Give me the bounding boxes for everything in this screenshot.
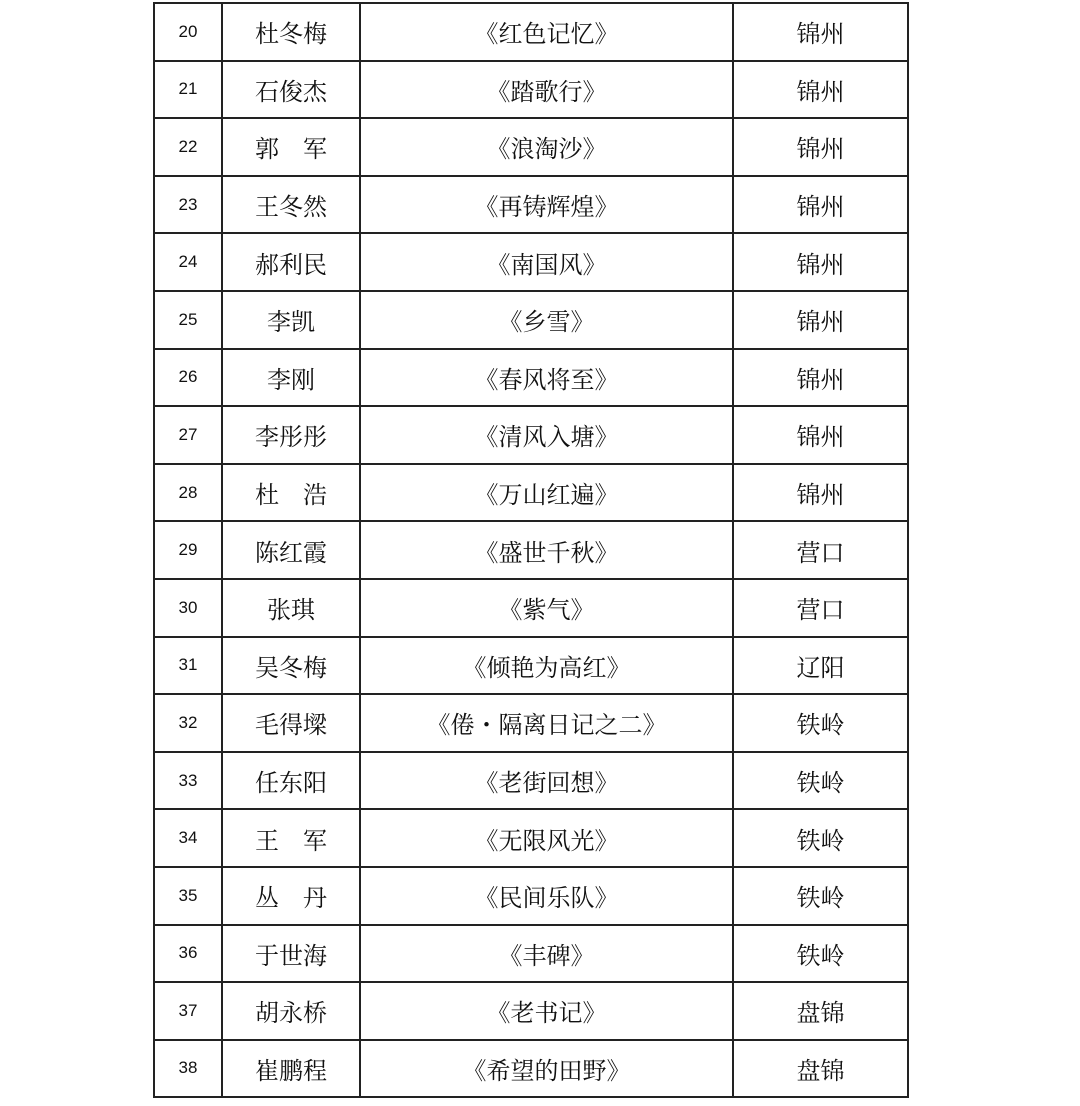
row-number: 31 [154, 637, 222, 695]
entries-table [153, 2, 909, 1098]
city: 铁岭 [733, 809, 908, 867]
table-row [154, 752, 908, 810]
author-name: 石俊杰 [222, 61, 360, 119]
table-row [154, 291, 908, 349]
row-number: 38 [154, 1040, 222, 1098]
author-name: 吴冬梅 [222, 637, 360, 695]
work-title: 《老书记》 [360, 982, 733, 1040]
city: 铁岭 [733, 694, 908, 752]
table-row [154, 176, 908, 234]
work-title: 《春风将至》 [360, 349, 733, 407]
table-row [154, 809, 908, 867]
city: 锦州 [733, 118, 908, 176]
author-name: 毛得墚 [222, 694, 360, 752]
row-number: 28 [154, 464, 222, 522]
table-row [154, 118, 908, 176]
city: 锦州 [733, 349, 908, 407]
work-title: 《清风入塘》 [360, 406, 733, 464]
work-title: 《浪淘沙》 [360, 118, 733, 176]
author-name: 张琪 [222, 579, 360, 637]
work-title: 《民间乐队》 [360, 867, 733, 925]
table-row [154, 637, 908, 695]
city: 盘锦 [733, 982, 908, 1040]
city: 营口 [733, 579, 908, 637]
table-row [154, 464, 908, 522]
work-title: 《倦・隔离日记之二》 [360, 694, 733, 752]
author-name: 李刚 [222, 349, 360, 407]
city: 锦州 [733, 176, 908, 234]
work-title: 《倾艳为高红》 [360, 637, 733, 695]
table-row [154, 694, 908, 752]
row-number: 24 [154, 233, 222, 291]
author-name: 杜冬梅 [222, 3, 360, 61]
work-title: 《丰碑》 [360, 925, 733, 983]
work-title: 《盛世千秋》 [360, 521, 733, 579]
work-title: 《希望的田野》 [360, 1040, 733, 1098]
row-number: 32 [154, 694, 222, 752]
city: 锦州 [733, 464, 908, 522]
author-name: 王冬然 [222, 176, 360, 234]
work-title: 《万山红遍》 [360, 464, 733, 522]
row-number: 25 [154, 291, 222, 349]
row-number: 37 [154, 982, 222, 1040]
row-number: 29 [154, 521, 222, 579]
row-number: 23 [154, 176, 222, 234]
row-number: 20 [154, 3, 222, 61]
author-name: 李彤彤 [222, 406, 360, 464]
city: 锦州 [733, 406, 908, 464]
author-name: 杜 浩 [222, 464, 360, 522]
city: 锦州 [733, 233, 908, 291]
row-number: 22 [154, 118, 222, 176]
table-row [154, 521, 908, 579]
table-row [154, 3, 908, 61]
table-row [154, 925, 908, 983]
author-name: 于世海 [222, 925, 360, 983]
table-row [154, 982, 908, 1040]
row-number: 27 [154, 406, 222, 464]
city: 锦州 [733, 291, 908, 349]
row-number: 36 [154, 925, 222, 983]
author-name: 郝利民 [222, 233, 360, 291]
table-row [154, 406, 908, 464]
row-number: 26 [154, 349, 222, 407]
author-name: 李凯 [222, 291, 360, 349]
work-title: 《南国风》 [360, 233, 733, 291]
work-title: 《紫气》 [360, 579, 733, 637]
work-title: 《红色记忆》 [360, 3, 733, 61]
city: 锦州 [733, 3, 908, 61]
author-name: 胡永桥 [222, 982, 360, 1040]
work-title: 《老街回想》 [360, 752, 733, 810]
city: 盘锦 [733, 1040, 908, 1098]
row-number: 35 [154, 867, 222, 925]
table-row [154, 61, 908, 119]
work-title: 《乡雪》 [360, 291, 733, 349]
city: 辽阳 [733, 637, 908, 695]
row-number: 34 [154, 809, 222, 867]
author-name: 郭 军 [222, 118, 360, 176]
table-row [154, 579, 908, 637]
author-name: 王 军 [222, 809, 360, 867]
city: 铁岭 [733, 752, 908, 810]
row-number: 33 [154, 752, 222, 810]
table-body [154, 3, 908, 1097]
work-title: 《无限风光》 [360, 809, 733, 867]
row-number: 21 [154, 61, 222, 119]
author-name: 陈红霞 [222, 521, 360, 579]
city: 锦州 [733, 61, 908, 119]
work-title: 《踏歌行》 [360, 61, 733, 119]
table-row [154, 349, 908, 407]
author-name: 崔鹏程 [222, 1040, 360, 1098]
row-number: 30 [154, 579, 222, 637]
city: 营口 [733, 521, 908, 579]
city: 铁岭 [733, 867, 908, 925]
table-row [154, 867, 908, 925]
author-name: 任东阳 [222, 752, 360, 810]
work-title: 《再铸辉煌》 [360, 176, 733, 234]
author-name: 丛 丹 [222, 867, 360, 925]
table-row [154, 1040, 908, 1098]
table-row [154, 233, 908, 291]
city: 铁岭 [733, 925, 908, 983]
